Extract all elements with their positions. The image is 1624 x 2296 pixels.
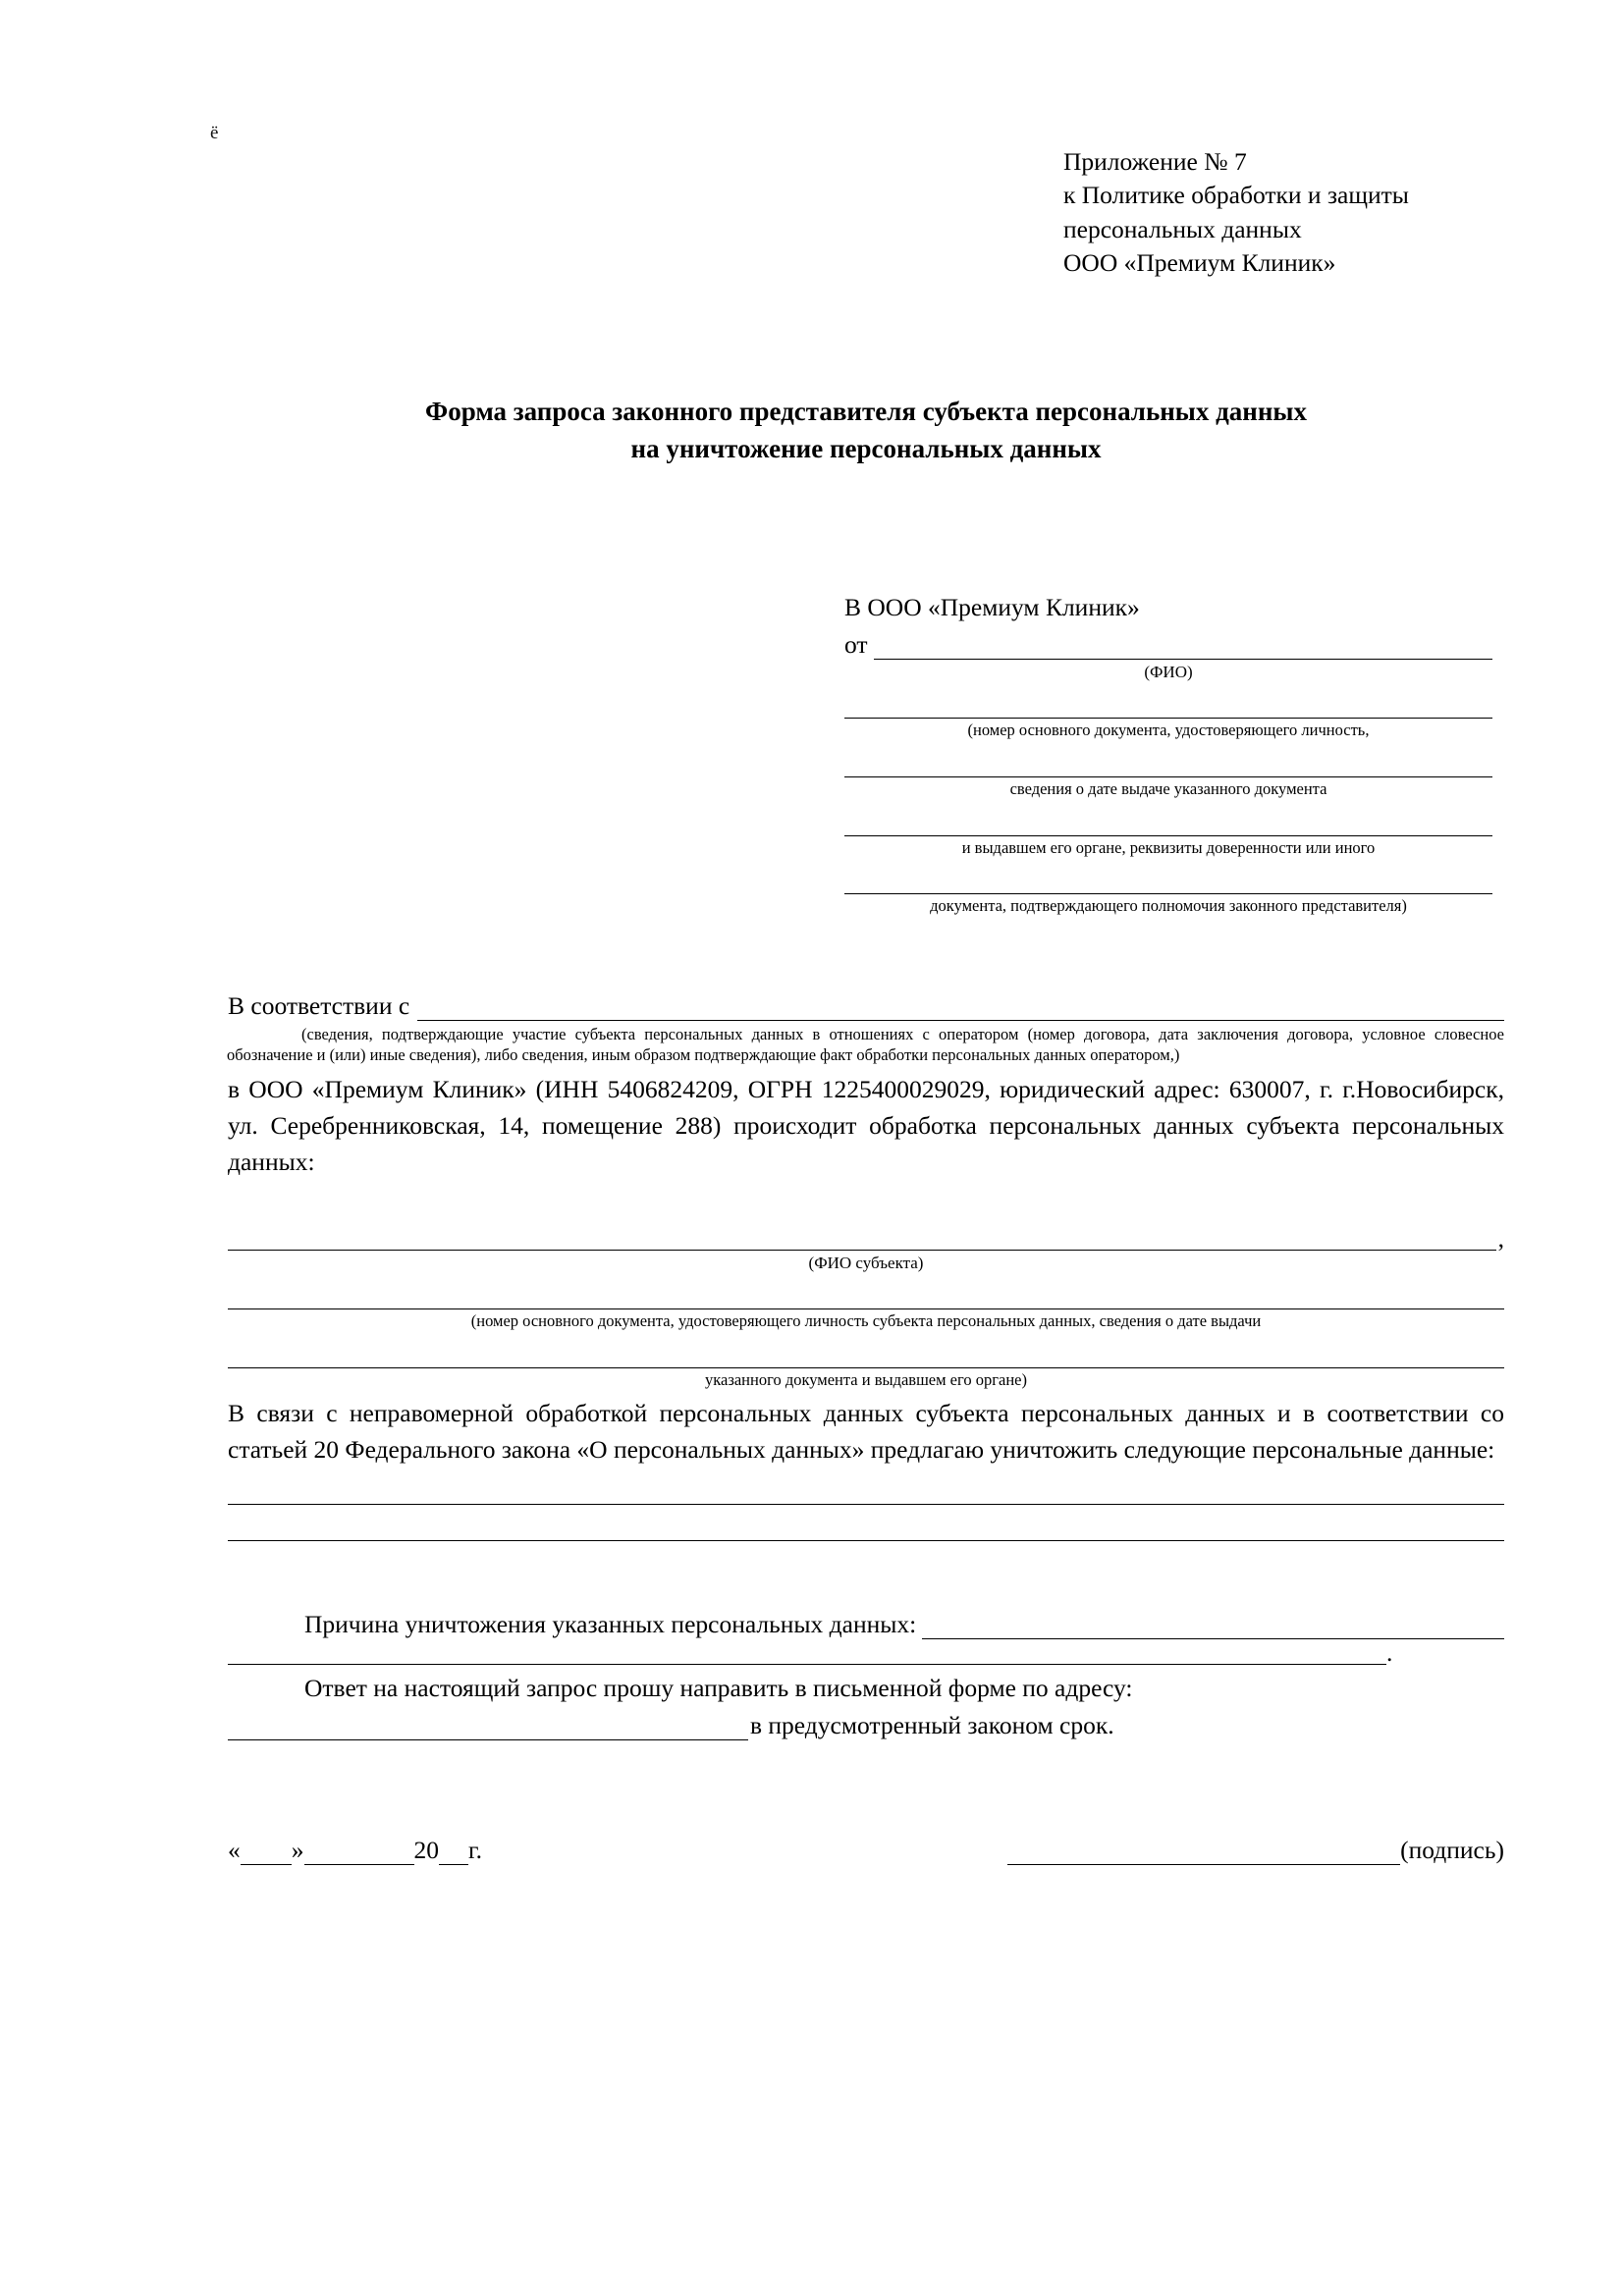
reason-input-continued[interactable] (228, 1639, 1386, 1665)
from-label: от (844, 630, 868, 659)
from-fio-input[interactable] (874, 635, 1492, 660)
signature-input[interactable] (1007, 1840, 1400, 1865)
answer-address-input[interactable] (228, 1715, 748, 1740)
date-group (228, 1836, 482, 1865)
subject-section (228, 1225, 1504, 1391)
rep-doc-authority-input[interactable] (844, 810, 1492, 836)
rep-doc-date-caption: сведения о дате выдаче указанного документа (1009, 778, 1327, 798)
accordance-label: В соответствии с (228, 991, 410, 1020)
date-quote-close: » (291, 1836, 304, 1864)
destroy-section (228, 1390, 1504, 1541)
reason-label: Причина уничтожения указанных персональных данных: (304, 1610, 917, 1638)
date-month-input[interactable] (304, 1842, 414, 1865)
subject-fio-row (228, 1225, 1504, 1251)
signature-group (1007, 1836, 1504, 1865)
from-fio-caption: (ФИО) (1144, 663, 1193, 681)
date-year-suffix: г. (468, 1836, 482, 1864)
from-row (844, 630, 1492, 660)
date-year-prefix: 20 (413, 1836, 439, 1864)
appendix-header-line-3: персональных данных (1063, 214, 1302, 243)
subject-fio-comma: , (1497, 1223, 1504, 1253)
rep-doc-date-input[interactable] (844, 751, 1492, 777)
destroy-data-input-line-1[interactable] (228, 1478, 1504, 1505)
accordance-paragraph: в ООО «Премиум Клиник» (ИНН 5406824209, ОГРН 1225400029029, юридический адрес: 630007, г. г.Новосибирск, ул. Серебренниковская, 14, помещение 288) происходит обработка персональных данных субъекта персональных данных: (228, 1074, 1504, 1176)
accordance-note: (сведения, подтверждающие участие субъекта персональных данных в отношениях с оператором (номер договора, дата заключения договора, условное словесное обозначение и (или) иные сведения), либо сведения, иным образом подтверждающие факт обработки персональных данных оператором,) (227, 1025, 1504, 1065)
destroy-data-input-line-2[interactable] (228, 1515, 1504, 1541)
appendix-header-line-4: ООО «Премиум Клиник» (1063, 248, 1336, 278)
reason-row (228, 1610, 1504, 1639)
answer-address-tail: в предусмотренный законом срок. (750, 1710, 1114, 1739)
subject-doc-number-caption: (номер основного документа, удостоверяющего личность субъекта персональных данных, сведения о дате выдачи (470, 1311, 1262, 1331)
subject-fio-caption: (ФИО субъекта) (808, 1254, 924, 1272)
rep-doc-number-input[interactable] (844, 692, 1492, 719)
subject-fio-input[interactable] (228, 1225, 1496, 1251)
reason-end-dot: . (1386, 1637, 1393, 1667)
accordance-section (228, 991, 1504, 1181)
stray-character: ё (210, 123, 219, 143)
addressee-organization: В ООО «Премиум Клиник» (844, 593, 1140, 621)
answer-paragraph: Ответ на настоящий запрос прошу направить в письменной форме по адресу: (304, 1674, 1133, 1702)
destroy-paragraph: В связи с неправомерной обработкой персональных данных субъекта персональных данных и в соответствии со статьей 20 Федерального закона «О персональных данных» предлагаю уничтожить следующие персональные данные: (228, 1399, 1504, 1464)
reason-tail-row (228, 1639, 1504, 1665)
page-title (223, 393, 1509, 468)
signature-row (228, 1836, 1504, 1865)
appendix-header-line-2: к Политике обработки и защиты (1063, 181, 1409, 210)
rep-doc-authority-caption: и выдавшем его органе, реквизиты доверенности или иного (961, 837, 1376, 857)
subject-doc-authority-caption: указанного документа и выдавшем его органе) (705, 1369, 1027, 1389)
rep-doc-power-caption: документа, подтверждающего полномочия законного представителя) (930, 896, 1407, 916)
answer-address-row (228, 1711, 1504, 1740)
subject-doc-authority-input[interactable] (228, 1342, 1504, 1368)
page-title-line-1: Форма запроса законного представителя субъекта персональных данных (425, 397, 1307, 426)
date-quote-open: « (228, 1836, 241, 1864)
subject-doc-number-input[interactable] (228, 1283, 1504, 1309)
accordance-row (228, 991, 1504, 1021)
appendix-header (1063, 145, 1574, 281)
signature-caption: (подпись) (1400, 1836, 1504, 1864)
date-year-input[interactable] (439, 1842, 468, 1865)
appendix-header-line-1: Приложение № 7 (1063, 147, 1247, 176)
rep-doc-power-input[interactable] (844, 868, 1492, 894)
reason-section (228, 1610, 1504, 1740)
addressee-block (844, 593, 1492, 917)
rep-doc-number-caption: (номер основного документа, удостоверяющего личность, (967, 721, 1370, 740)
accordance-input[interactable] (417, 996, 1504, 1021)
date-day-input[interactable] (241, 1842, 292, 1865)
page-title-line-2: на уничтожение персональных данных (630, 434, 1102, 464)
reason-input[interactable] (922, 1614, 1504, 1639)
